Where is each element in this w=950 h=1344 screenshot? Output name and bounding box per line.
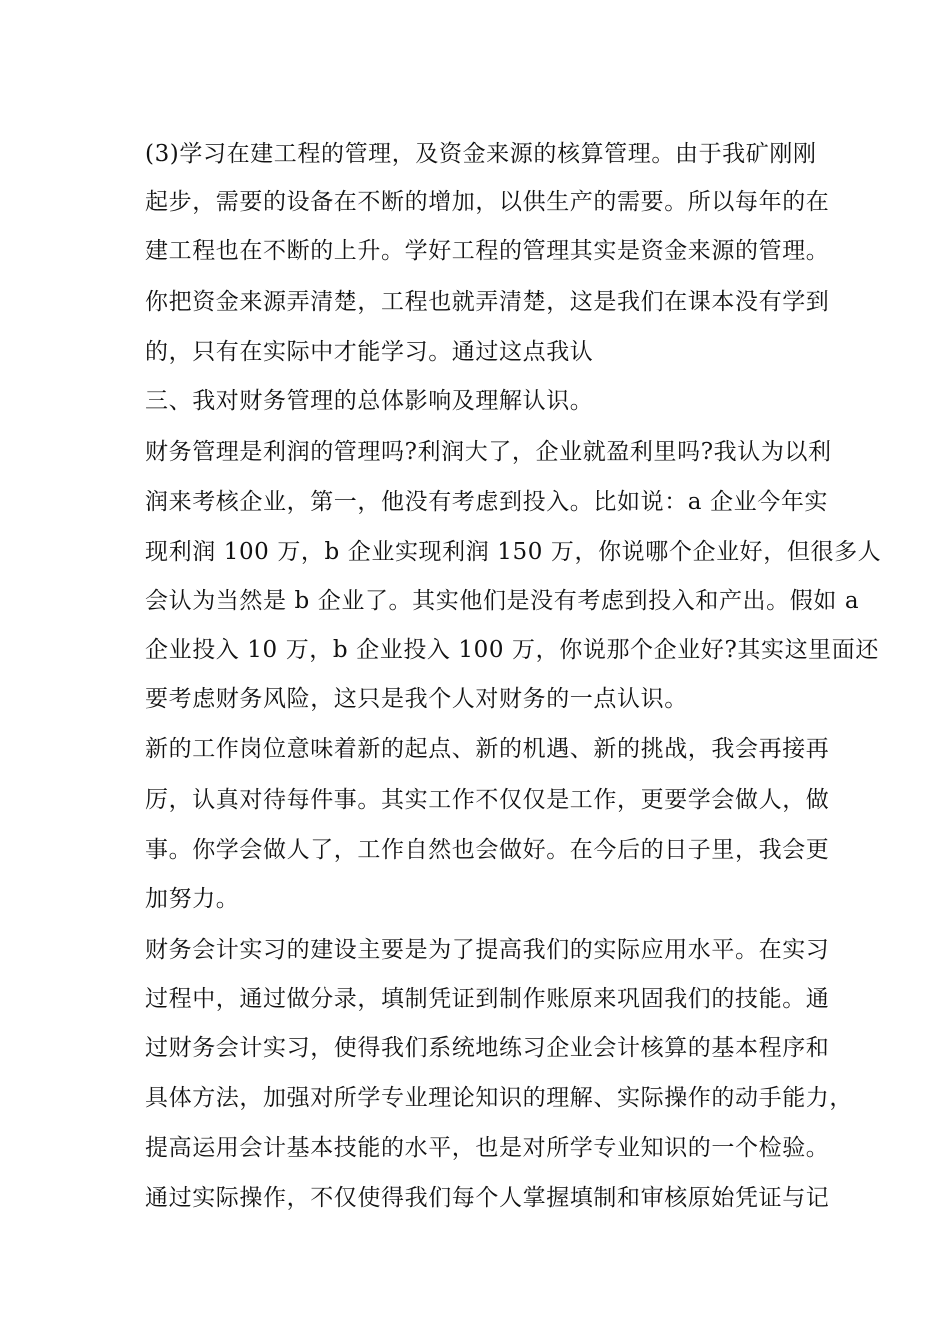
text-line: 你把资金来源弄清楚，工程也就弄清楚，这是我们在课本没有学到 xyxy=(145,289,830,315)
text-line: 的，只有在实际中才能学习。通过这点我认 xyxy=(145,339,594,365)
text-line: 事。你学会做人了，工作自然也会做好。在今后的日子里，我会更 xyxy=(145,837,830,863)
text-line: 厉，认真对待每件事。其实工作不仅仅是工作，更要学会做人，做 xyxy=(145,787,830,813)
text-line: 财务会计实习的建设主要是为了提高我们的实际应用水平。在实习 xyxy=(145,937,830,963)
text-line: 通过实际操作，不仅使得我们每个人掌握填制和审核原始凭证与记 xyxy=(145,1185,830,1211)
text-line: 润来考核企业，第一，他没有考虑到投入。比如说：a 企业今年实 xyxy=(145,489,829,515)
text-line: (3)学习在建工程的管理，及资金来源的核算管理。由于我矿刚刚 xyxy=(145,141,817,167)
text-line: 财务管理是利润的管理吗?利润大了，企业就盈利里吗?我认为以利 xyxy=(145,439,832,465)
text-line: 起步，需要的设备在不断的增加，以供生产的需要。所以每年的在 xyxy=(145,189,830,215)
text-line: 建工程也在不断的上升。学好工程的管理其实是资金来源的管理。 xyxy=(145,238,830,264)
text-line: 过程中，通过做分录，填制凭证到制作账原来巩固我们的技能。通 xyxy=(145,986,830,1012)
text-line: 新的工作岗位意味着新的起点、新的机遇、新的挑战，我会再接再 xyxy=(145,736,830,762)
text-line: 企业投入 10 万，b 企业投入 100 万，你说那个企业好?其实这里面还 xyxy=(145,637,879,663)
text-line: 加努力。 xyxy=(145,886,240,912)
text-line: 过财务会计实习，使得我们系统地练习企业会计核算的基本程序和 xyxy=(145,1035,830,1061)
text-line: 现利润 100 万，b 企业实现利润 150 万，你说哪个企业好，但很多人 xyxy=(145,539,882,565)
section-heading: 三、我对财务管理的总体影响及理解认识。 xyxy=(145,388,594,414)
text-line: 具体方法，加强对所学专业理论知识的理解、实际操作的动手能力， xyxy=(145,1085,853,1111)
text-line: 提高运用会计基本技能的水平，也是对所学专业知识的一个检验。 xyxy=(145,1135,830,1161)
text-line: 要考虑财务风险，这只是我个人对财务的一点认识。 xyxy=(145,686,688,712)
text-line: 会认为当然是 b 企业了。其实他们是没有考虑到投入和产出。假如 a xyxy=(145,588,860,614)
